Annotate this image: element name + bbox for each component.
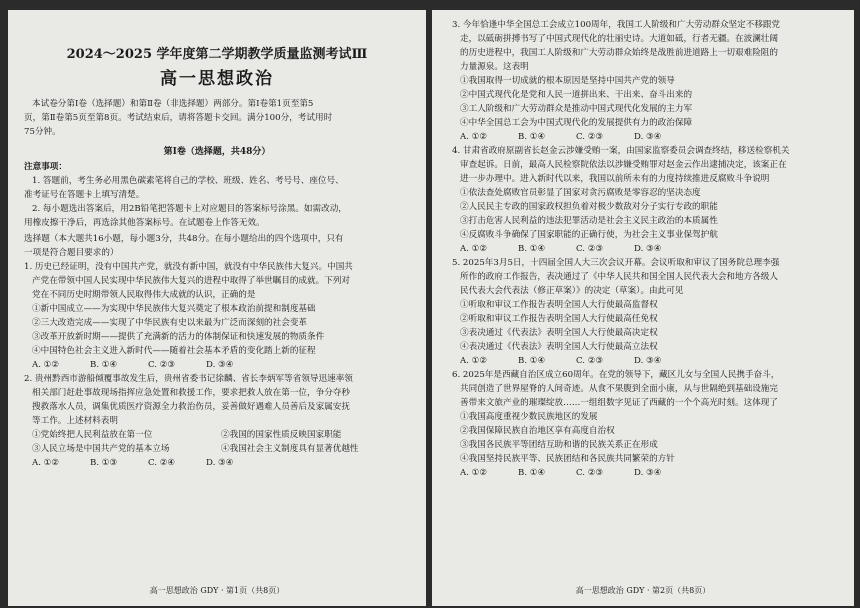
answer-option: D. ③④: [206, 360, 234, 370]
exam-title: 2024～2025 学年度第二学期教学质量监测考试Ⅲ: [66, 47, 368, 62]
option-statement: ③打击危害人民利益的违法犯罪活动是社会主义民主政治的本质属性: [460, 216, 718, 226]
answer-option: B. ①④: [90, 360, 118, 370]
text-line: 2. 每小题选出答案后，用2B铅笔把答题卡上对应题目的答案标号涂黑。如需改动，: [32, 204, 347, 214]
text-line: 75分钟。: [24, 127, 61, 137]
option-statement: ②我国的国家性质反映国家职能: [221, 430, 342, 440]
text-line: 1. 答题前，考生务必用黑色碳素笔将自己的学校、班级、姓名、考号号、座位号、: [32, 176, 344, 186]
option-statement: ②听取和审议工作报告表明全国人大行使最高任免权: [460, 314, 658, 324]
text-line: 6. 2025年是西藏自治区成立60周年。在党的领导下，藏区儿女与全国人民携手奋斗，: [452, 370, 780, 380]
answer-option: D. ③④: [634, 244, 662, 254]
text-line: 4. 甘肃省政府原副省长赵金云涉嫌受贿一案，由国家监察委员会调查终结，移送检察机关: [452, 146, 790, 156]
text-line: 所作的政府工作报告，表决通过了《中华人民共和国全国人民代表大会和地方各级人: [460, 272, 778, 282]
text-line: 搜救落水人员，调集优质医疗资源全力救治伤员，妥善做好遇难人员善后及家属安抚: [32, 402, 350, 412]
question-1: [24, 260, 410, 372]
option-statement: ①我国高度重视少数民族地区的发展: [460, 412, 598, 422]
answer-option: A. ①②: [460, 468, 488, 478]
exam-page-right: [432, 10, 854, 606]
option-pair: [24, 442, 410, 456]
answer-option: D. ③④: [634, 468, 662, 478]
text-line: 本试卷分第Ⅰ卷（选择题）和第Ⅱ卷（非选择题）两部分。第Ⅰ卷第1页至第5: [32, 99, 314, 109]
answer-option: A. ①②: [460, 244, 488, 254]
text-line: 产党在带领中国人民实现中华民族伟大复兴的进程中取得了举世瞩目的成就。下列对: [32, 276, 350, 286]
answer-option: C. ②③: [576, 244, 604, 254]
text-line: 的历史进程中，我国工人阶级和广大劳动群众始终是战胜前进道路上一切艰难险阻的: [460, 48, 778, 58]
option-statement: ④我国坚持民族平等、民族团结和各民族共同繁荣的方针: [460, 454, 675, 464]
option-pair: [24, 428, 410, 442]
answer-options: [24, 358, 410, 372]
option-statement: ①党始终把人民利益放在第一位: [32, 430, 153, 440]
text-line: 相关部门赶赴事故现场指挥应急处置和救援工作，要求把救人放在第一位，争分夺秒: [32, 388, 350, 398]
answer-options: [452, 242, 838, 256]
text-line: 力量源泉。这表明: [460, 62, 529, 72]
option-statement: ④反腐败斗争确保了国家职能的正确行使，为社会主义事业保驾护航: [460, 230, 718, 240]
answer-option: B. ①④: [518, 132, 546, 142]
question-4: [452, 144, 838, 256]
answer-option: C. ②③: [148, 360, 176, 370]
answer-option: A. ①②: [32, 458, 60, 468]
option-statement: ②我国保障民族自治地区享有高度自治权: [460, 426, 615, 436]
question-6: [452, 368, 838, 480]
text-line: 5. 2025年3月5日，十四届全国人大三次会议开幕。会议听取和审议了国务院总理李强: [452, 258, 780, 268]
answer-options: [452, 130, 838, 144]
text-line: 民代表大会代表法（修正草案）》的决定（草案）。由此可见: [460, 286, 684, 296]
text-line: 选择题（本大题共16小题，每小题3分，共48分。在每小题给出的四个选项中，只有: [24, 234, 344, 244]
option-statement: ③人民立场是中国共产党的基本立场: [32, 444, 170, 454]
answer-option: B. ①④: [518, 356, 546, 366]
answer-options: [452, 354, 838, 368]
text-line: 3. 今年恰逢中华全国总工会成立100周年，我国工人阶级和广大劳动群众坚定不移跟党: [452, 20, 781, 30]
option-statement: ③表决通过《代表法》表明全国人大行使最高决定权: [460, 328, 658, 338]
text-line: 进一步办理中。进入新时代以来，我国以前所未有的力度持续推进反腐败斗争说明: [460, 174, 770, 184]
text-line: 党在不同历史时期带领人民取得伟大成就的认识，正确的是: [32, 290, 256, 300]
option-statement: ①听取和审议工作报告表明全国人大行使最高监督权: [460, 300, 658, 310]
answer-options: [452, 466, 838, 480]
question-5: [452, 256, 838, 368]
option-statement: ③工人阶级和广大劳动群众是推动中国式现代化发展的主力军: [460, 104, 693, 114]
option-statement: ②三大改造完成——实现了中华民族有史以来最为广泛而深刻的社会变革: [32, 318, 308, 328]
text-line: 一项是符合题目要求的）: [24, 248, 119, 258]
option-statement: ③改革开放新时期——提供了充满新的活力的体制保证和快速发展的物质条件: [32, 332, 325, 342]
answer-option: C. ②③: [576, 468, 604, 478]
text-line: 审查起诉。日前，最高人民检察院依法以涉嫌受贿罪对赵金云作出逮捕决定，该案正在: [460, 160, 787, 170]
notes-block: [24, 160, 410, 230]
page-footer: 高一思想政治 GDY · 第1页（共8页）: [149, 586, 285, 595]
answer-option: D. ③④: [206, 458, 234, 468]
option-statement: ③我国各民族平等团结互助和谐的民族关系正在形成: [460, 440, 658, 450]
answer-option: C. ②④: [148, 458, 176, 468]
answer-option: A. ①②: [460, 132, 488, 142]
option-statement: ④我国社会主义制度具有显著优越性: [221, 444, 359, 454]
text-line: 善带来文旅产业的璀璨绽放……一组组数字见证了西藏的一个个高光时刻。这体现了: [460, 398, 778, 408]
answer-option: D. ③④: [634, 132, 662, 142]
answer-option: A. ①②: [32, 360, 60, 370]
text-line: 走，以砥砺拼搏书写了中国式现代化的壮丽史诗。大道如砥，行者无疆。在波澜壮阔: [460, 34, 778, 44]
option-statement: ①新中国成立——为实现中华民族伟大复兴奠定了根本政治前提和制度基础: [32, 304, 316, 314]
answer-options: [24, 456, 410, 470]
text-line: 等工作。上述材料表明: [32, 416, 118, 426]
subject-title: 高一思想政治: [160, 69, 274, 89]
intro-paragraph: [24, 97, 410, 139]
page-footer: 高一思想政治 GDY · 第2页（共8页）: [575, 586, 711, 595]
text-line: 页，第Ⅱ卷第5页至第8页。考试结束后，请将答题卡交回。满分100分，考试用时: [24, 113, 333, 123]
section-title: 第Ⅰ卷（选择题，共48分）: [163, 147, 271, 157]
option-statement: ④表决通过《代表法》表明全国人大行使最高立法权: [460, 342, 658, 352]
text-line: 共同创造了世界屋脊的人间奇迹。从食不果腹到全面小康，从与世隔绝到基础设施完: [460, 384, 778, 394]
mc-instructions: [24, 232, 410, 260]
question-2: [24, 372, 410, 470]
text-line: 准考证号在答题卡上填写清楚。: [24, 190, 145, 200]
option-statement: ①依法查处腐败官员彰显了国家对贪污腐败是零容忍的坚决态度: [460, 188, 701, 198]
answer-option: B. ①④: [518, 244, 546, 254]
text-line: 用橡皮擦干净后，再选涂其他答案标号。在试题卷上作答无效。: [24, 218, 265, 228]
option-statement: ④中华全国总工会为中国式现代化的发展提供有力的政治保障: [460, 118, 693, 128]
answer-option: B. ①④: [518, 468, 546, 478]
option-statement: ②中国式现代化是党和人民一道拼出来、干出来、奋斗出来的: [460, 90, 693, 100]
question-3: [452, 18, 838, 144]
notes-heading: 注意事项：: [24, 162, 67, 172]
text-line: 2. 贵州黔西市游船倾覆事故发生后，贵州省委书记徐麟、省长李炳军等省领导迅速率领: [24, 374, 353, 384]
text-line: 1. 历史已经证明，没有中国共产党，就没有新中国，就没有中华民族伟大复兴。中国共: [24, 262, 353, 272]
option-statement: ②人民民主专政的国家政权担负着对极少数敌对分子实行专政的职能: [460, 202, 718, 212]
answer-option: C. ②③: [576, 356, 604, 366]
answer-option: D. ③④: [634, 356, 662, 366]
answer-option: B. ①③: [90, 458, 118, 468]
option-statement: ④中国特色社会主义进入新时代——随着社会基本矛盾的变化踏上新的征程: [32, 346, 316, 356]
answer-option: C. ②③: [576, 132, 604, 142]
answer-option: A. ①②: [460, 356, 488, 366]
option-statement: ①我国取得一切成就的根本原因是坚持中国共产党的领导: [460, 76, 675, 86]
exam-page-left: [8, 10, 426, 606]
